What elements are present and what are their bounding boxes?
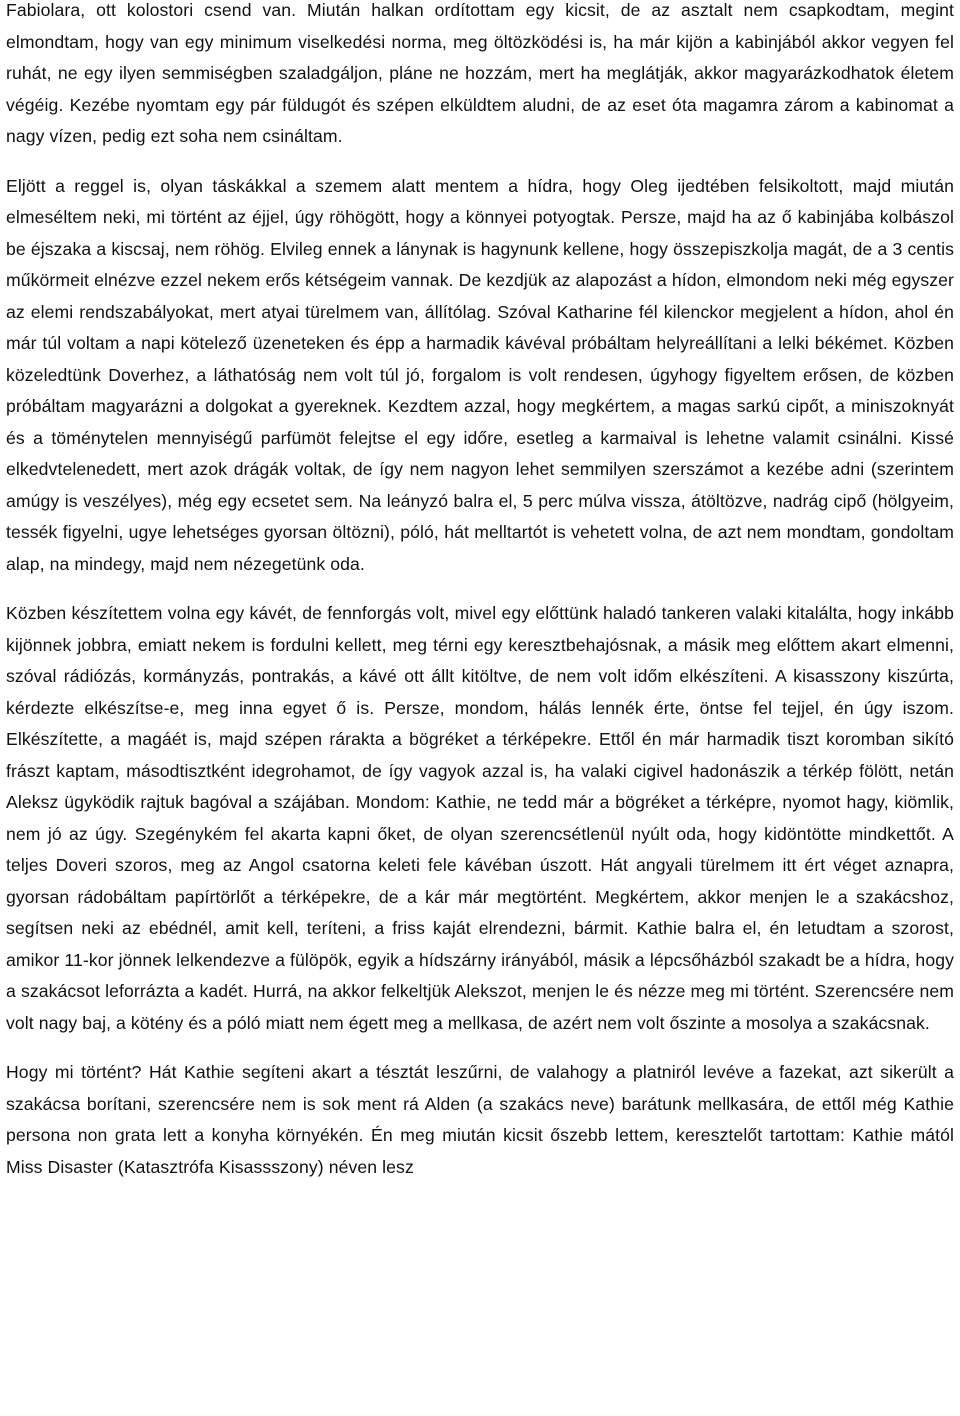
paragraph-1: Fabiolara, ott kolostori csend van. Miután halkan ordítottam egy kicsit, de az asztalt nem csapkodtam, megint elmondtam, hogy van egy minimum viselkedési norma, meg öltözködési is, ha már kijön a kabinjából akkor vegyen fel ruhát, ne egy ilyen semmiségben szaladgáljon, pláne ne hozzám, mert ha meglátják, akkor magyarázkodhatok életem végéig. Kezébe nyomtam egy pár füldugót és szépen elküldtem aludni, de az eset óta magamra zárom a kabinomat a nagy vízen, pedig ezt soha nem csináltam. <box>6 0 954 146</box>
document-page <box>6 0 954 1201</box>
paragraph-2: Eljött a reggel is, olyan táskákkal a szemem alatt mentem a hídra, hogy Oleg ijedtében felsikoltott, majd miután elmeséltem neki, mi történt az éjjel, úgy röhögött, hogy a könnyei potyogtak. Persze, majd ha az ő kabinjába kolbászol be éjszaka a kiscsaj, nem röhög. Elvileg ennek a lánynak is hagynunk kellene, hogy összepiszkolja magát, de a 3 centis műkörmeit elnézve ezzel nekem erős kétségeim vannak. De kezdjük az alapozást a hídon, elmondom neki még egyszer az elemi rendszabályokat, mert atyai türelmem van, állítólag. Szóval Katharine fél kilenckor megjelent a hídon, ahol én már túl voltam a napi kötelező üzeneteken és épp a harmadik kávéval próbáltam helyreállítani a lelki békémet. Közben közeledtünk Doverhez, a láthatóság nem volt túl jó, forgalom is volt rendesen, úgyhogy figyeltem erősen, de közben próbáltam magyarázni a dolgokat a gyereknek. Kezdtem azzal, hogy megkértem, a magas sarkú cipőt, a miniszoknyát és a töménytelen mennyiségű parfümöt felejtse el egy időre, esetleg a karmaival is lehetne valamit csinálni. Kissé elkedvtelenedett, mert azok drágák voltak, de így nem nagyon lehet semmilyen szerszámot a kezébe adni (szerintem amúgy is veszélyes), még egy ecsetet sem. Na leányzó balra el, 5 perc múlva vissza, átöltözve, nadrág cipő (hölgyeim, tessék figyelni, ugye lehetséges gyorsan öltözni), póló, hát melltartót is vehetett volna, de azt nem mondtam, gondoltam alap, na mindegy, majd nem nézegetünk oda. <box>6 175 954 574</box>
paragraph-4: Hogy mi történt? Hát Kathie segíteni akart a tésztát leszűrni, de valahogy a platniról levéve a fazekat, azt sikerült a szakácsa borítani, szerencsére nem is sok ment rá Alden (a szakács neve) barátunk mellkasára, de ettől még Kathie persona non grata lett a konyha környékén. Én meg miután kicsit őszebb lettem, keresztelőt tartottam: Kathie mától Miss Disaster (Katasztrófa Kisassszony) néven lesz <box>6 1062 954 1177</box>
paragraph-3: Közben készítettem volna egy kávét, de fennforgás volt, mivel egy előttünk haladó tankeren valaki kitalálta, hogy inkább kijönnek jobbra, emiatt nekem is fordulni kellett, meg térni egy keresztbehajósnak, a másik meg előttem akart elmenni, szóval rádiózás, kormányzás, pontrakás, a kávé ott állt kitöltve, de nem volt időm elkészíteni. A kisasszony kiszúrta, kérdezte elkészítse-e, meg inna egyet ő is. Persze, mondom, hálás lennék érte, öntse fel tejjel, én úgy iszom. Elkészítette, a magáét is, majd szépen rárakta a bögréket a térképekre. Ettől én már harmadik tiszt koromban sikító frászt kaptam, másodtisztként idegrohamot, de így vagyok azzal is, ha valaki cigivel hadonászik a térkép fölött, netán Aleksz ügyködik rajtuk bagóval a szájában. Mondom: Kathie, ne tedd már a bögréket a térképre, nyomot hagy, kiömlik, nem jó az úgy. Szegénykém fel akarta kapni őket, de olyan szerencsétlenül nyúlt oda, hogy kidöntötte mindkettőt. A teljes Doveri szoros, meg az Angol csatorna keleti fele kávéban úszott. Hát angyali türelmem itt ért véget aznapra, gyorsan rádobáltam papírtörlőt a térképekre, de a kár már megtörtént. Megkértem, akkor menjen le a szakácshoz, segítsen neki az ebédnél, amit kell, teríteni, a friss kaját elrendezni, bármit. Kathie balra el, én letudtam a szorost, amikor 11-kor jönnek lelkendezve a fülöpök, egyik a hídszárny irányából, másik a lépcsőházból szakadt be a hídra, hogy a szakácsot leforrázta a kadét. Hurrá, na akkor felkeltjük Alekszot, menjen le és nézze meg mi történt. Szerencsére nem volt nagy baj, a kötény és a póló miatt nem égett meg a mellkasa, de azért nem volt őszinte a mosolya a szakácsnak. <box>6 603 954 1033</box>
